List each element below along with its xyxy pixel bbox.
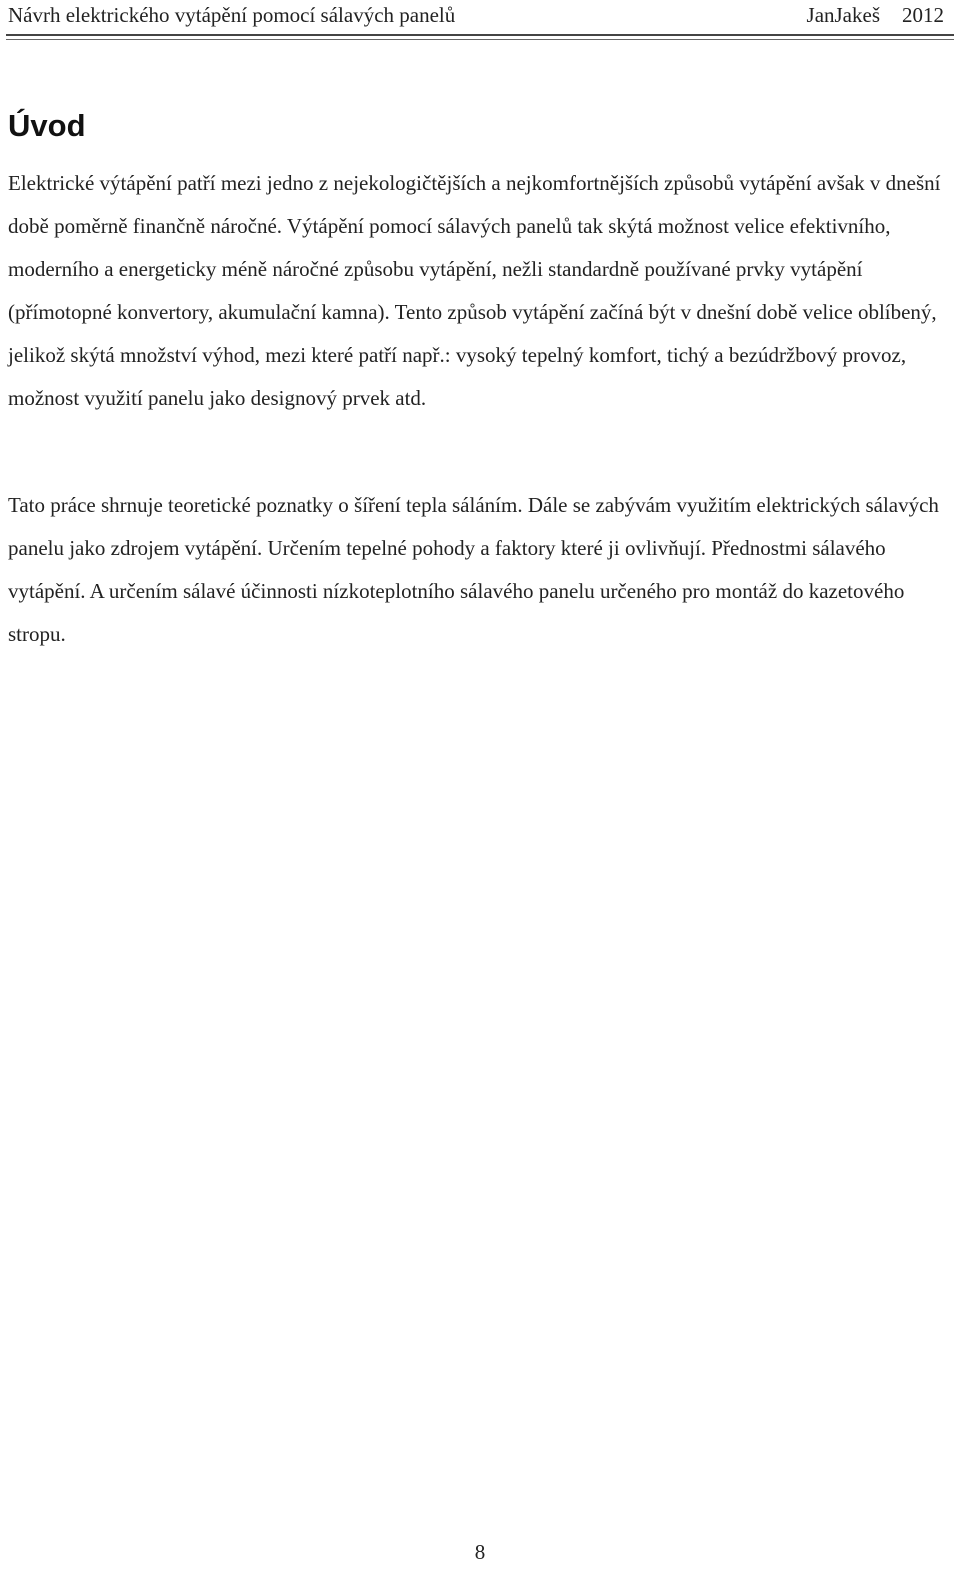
paragraph-summary: Tato práce shrnuje teoretické poznatky o šíření tepla sáláním. Dále se zabývám využitím elektrických sálavých panelu jako zdrojem vytápění. Určením tepelné pohody a faktory které ji ovlivňují. Přednostmi sálavého vytápění. A určením sálavé účinnosti nízkoteplotního sálavého panelu určeného pro montáž do kazetového stropu. — [8, 493, 939, 646]
header-meta — [807, 3, 944, 28]
paragraph-intro: Elektrické výtápění patří mezi jedno z nejekologičtějších a nejkomfortnějších způsobů vytápění avšak v dnešní době poměrně finančně náročné. Výtápění pomocí sálavých panelů tak skýtá možnost velice efektivního, moderního a energeticky méně náročné způsobu vytápění, nežli standardně používané prvky vytápění (přímotopné konvertory, akumulační kamna). Tento způsob vytápění začíná být v dnešní době velice oblíbený, jelikož skýtá množství výhod, mezi které patří např.: vysoký tepelný komfort, tichý a bezúdržbový provoz, možnost využití panelu jako designový prvek atd. — [8, 171, 941, 410]
page-number: 8 — [474, 1540, 486, 1564]
header-rule-thin — [6, 39, 954, 40]
running-header — [8, 0, 944, 30]
header-author: JanJakeš — [806, 2, 880, 27]
header-rule — [6, 34, 954, 36]
header-year: 2012 — [902, 2, 944, 27]
header-title: Návrh elektrického vytápění pomocí sálavých panelů — [8, 2, 456, 27]
section-title: Úvod — [8, 108, 86, 143]
